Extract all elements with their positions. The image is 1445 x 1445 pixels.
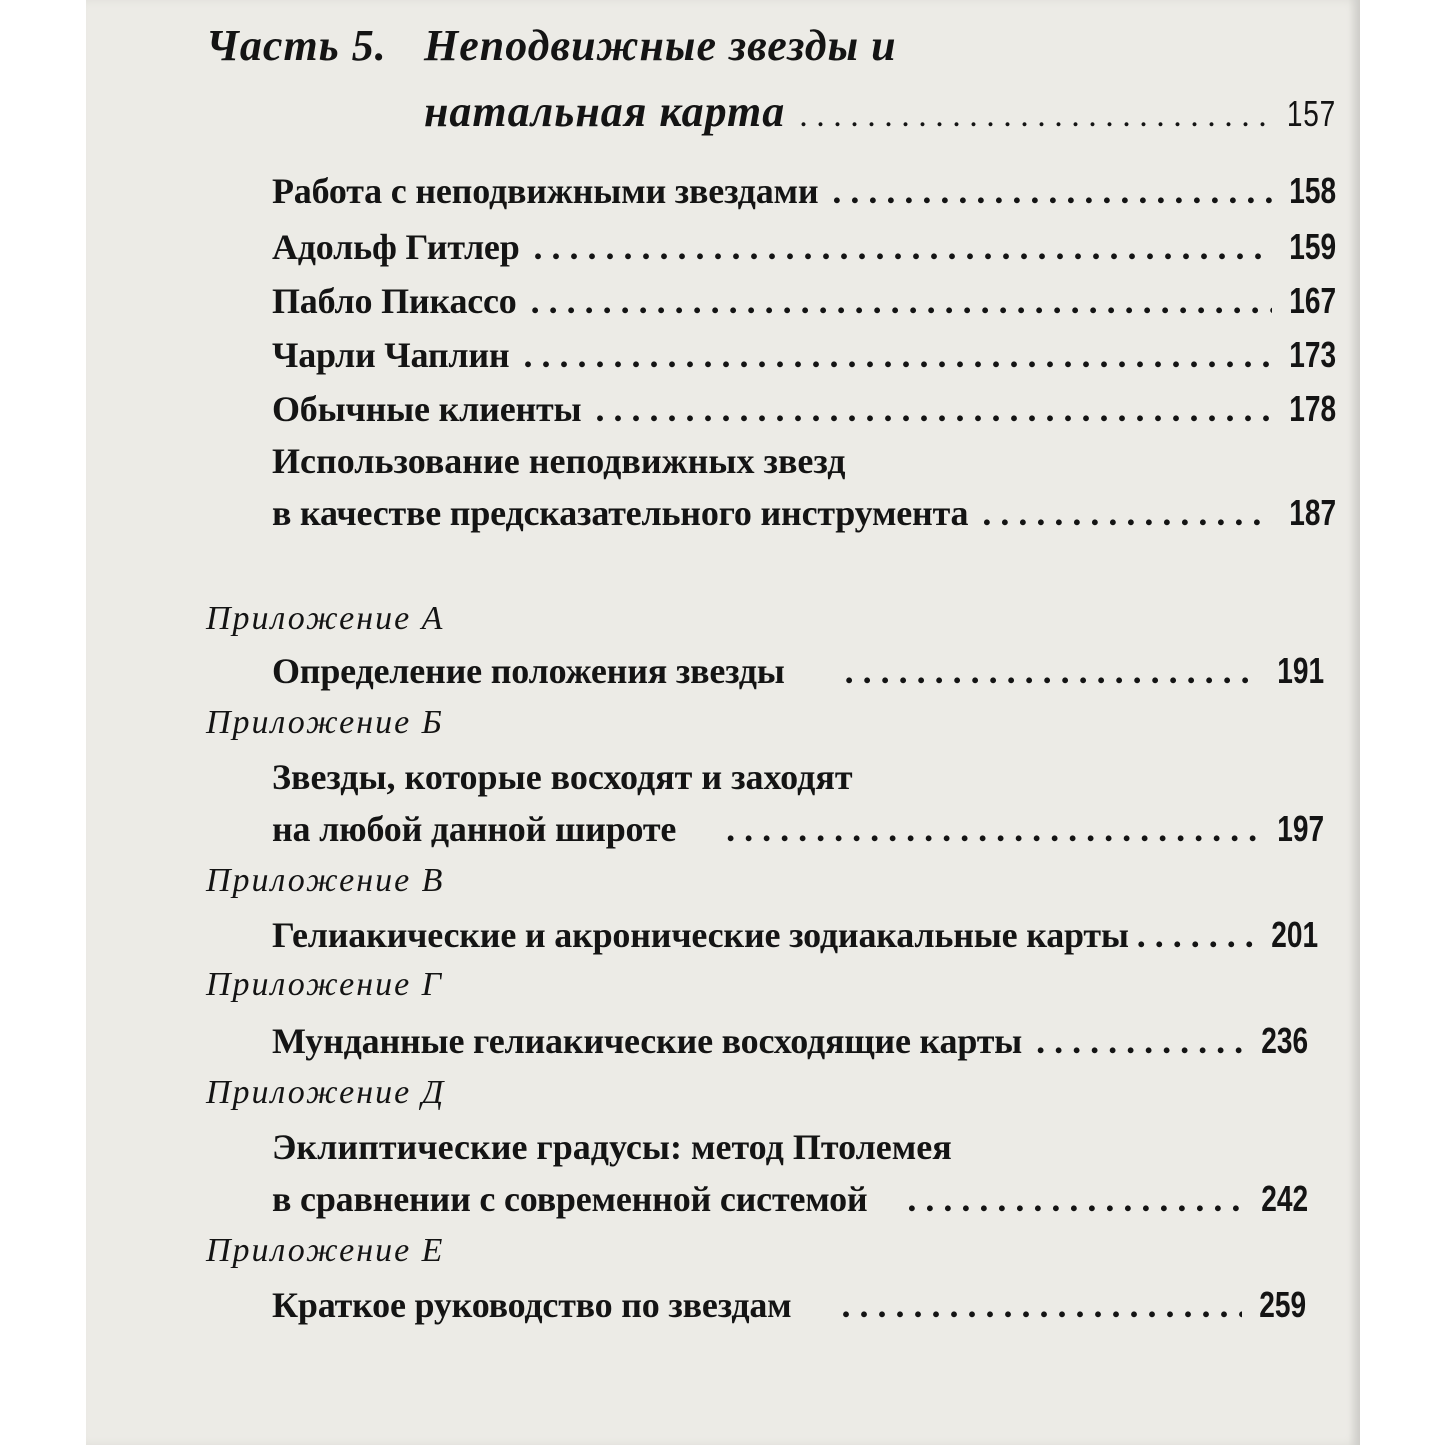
toc-entry <box>272 226 1336 268</box>
leader-dots <box>832 170 1272 212</box>
book-page <box>86 0 1360 1445</box>
appendix-label: Приложение Д <box>206 1074 446 1111</box>
toc-entry <box>272 650 1324 692</box>
entry-title: Работа с неподвижными звездами <box>272 171 819 211</box>
toc-entry <box>272 1284 1306 1326</box>
leader-dots <box>595 388 1271 430</box>
entry-title: Краткое руководство по звездам <box>272 1285 792 1325</box>
leader-dots <box>799 97 1269 135</box>
leader-dots <box>841 1284 1241 1326</box>
page-number: 178 <box>1289 388 1336 429</box>
page-edge-shadow <box>1348 0 1360 1445</box>
entry-title-line2: в сравнении с современной системой <box>272 1179 868 1219</box>
usage-line1: Использование неподвижных звезд <box>272 441 846 481</box>
entry-title-line1: Звезды, которые восходят и заходят <box>272 757 853 797</box>
toc-entry <box>272 492 1336 534</box>
toc-entry <box>272 1178 1308 1220</box>
page-number: 242 <box>1261 1178 1308 1219</box>
toc-entry <box>272 170 1336 212</box>
part-label: Часть 5. <box>206 21 387 70</box>
leader-dots <box>1137 914 1254 956</box>
leader-dots <box>531 280 1272 322</box>
leader-dots <box>726 808 1260 850</box>
appendix-label: Приложение Б <box>206 704 444 741</box>
toc-entry <box>272 914 1318 956</box>
usage-line2: в качестве предсказательного инструмента <box>272 493 969 533</box>
appendix-label: Приложение В <box>206 862 445 899</box>
part-title-line1: Неподвижные звезды и <box>424 21 897 70</box>
entry-title: Чарли Чаплин <box>272 335 510 375</box>
appendix-label: Приложение А <box>206 600 445 637</box>
leader-dots <box>1036 1020 1244 1062</box>
toc-entry <box>272 808 1324 850</box>
leader-dots <box>907 1178 1244 1220</box>
appendix-label: Приложение Г <box>206 966 444 1003</box>
page-number: 191 <box>1277 650 1324 691</box>
leader-dots <box>523 334 1271 376</box>
page-number: 201 <box>1271 914 1318 955</box>
entry-title: Пабло Пикассо <box>272 281 517 321</box>
page-number: 157 <box>1286 93 1336 134</box>
entry-title: Мунданные гелиакические восходящие карты <box>272 1021 1023 1061</box>
leader-dots <box>845 650 1260 692</box>
part-title-line2: натальная карта <box>424 87 786 136</box>
entry-title: Гелиакические и акронические зодиакальные карты <box>272 915 1129 955</box>
entry-title-line2: на любой данной широте <box>272 809 677 849</box>
page-number: 197 <box>1277 808 1324 849</box>
entry-title: Определение положения звезды <box>272 651 785 691</box>
toc-entry <box>272 334 1336 376</box>
toc-entry <box>272 1020 1308 1062</box>
appendix-label: Приложение Е <box>206 1232 445 1269</box>
page-number: 159 <box>1289 226 1336 267</box>
entry-title: Обычные клиенты <box>272 389 582 429</box>
page-number: 187 <box>1289 492 1336 533</box>
leader-dots <box>982 492 1272 534</box>
page-number: 173 <box>1289 334 1336 375</box>
entry-title-line1: Эклиптические градусы: метод Птолемея <box>272 1127 952 1167</box>
leader-dots <box>534 226 1272 268</box>
page-number: 158 <box>1289 170 1336 211</box>
page-number: 259 <box>1259 1284 1306 1325</box>
part-title-row <box>424 86 1336 137</box>
toc-entry <box>272 388 1336 430</box>
entry-title: Адольф Гитлер <box>272 227 520 267</box>
page-number: 167 <box>1289 280 1336 321</box>
toc-entry <box>272 280 1336 322</box>
page-number: 236 <box>1261 1020 1308 1061</box>
